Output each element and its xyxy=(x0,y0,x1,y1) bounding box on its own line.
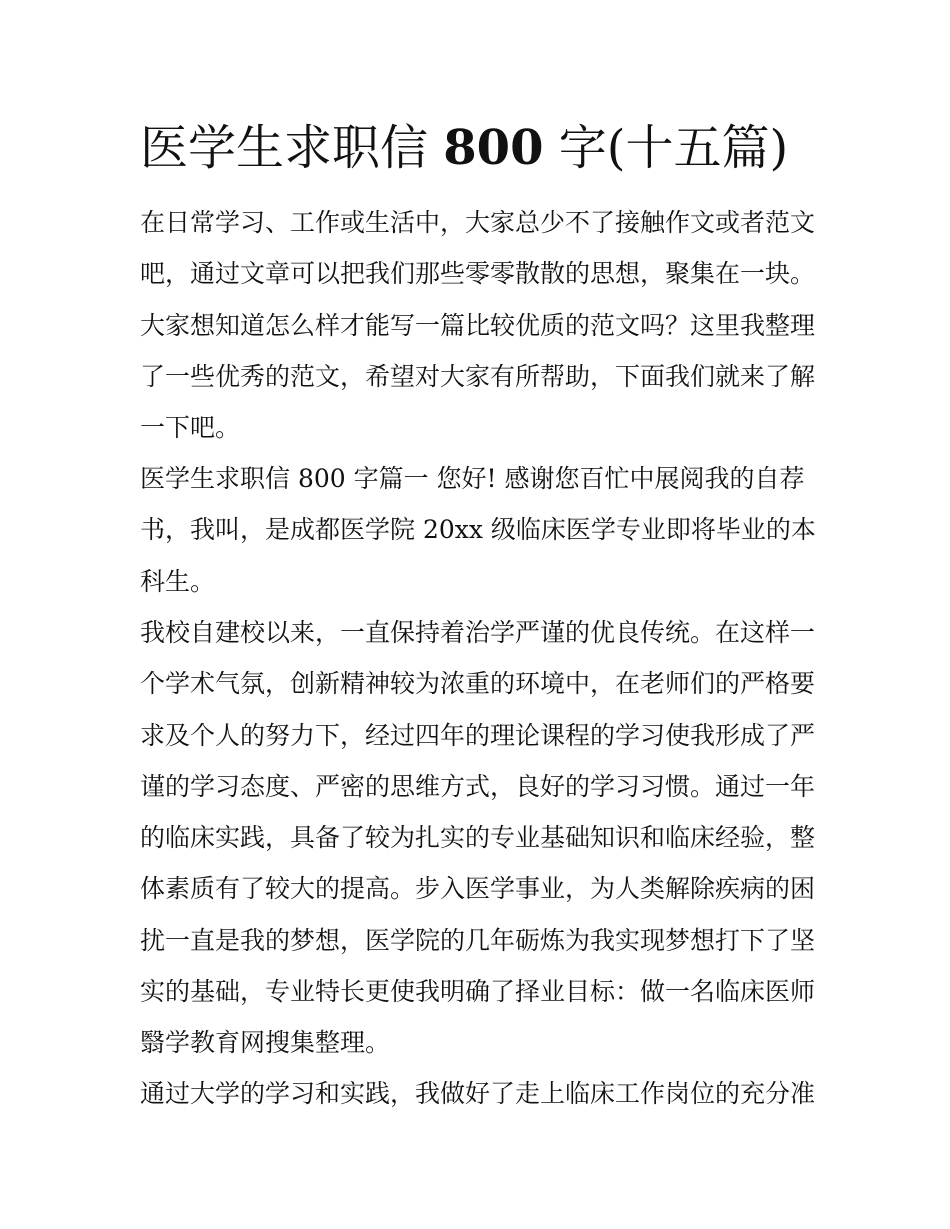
text-line: 医学生求职信 800 字篇一 您好! 感谢您百忙中展阅我的自荐 xyxy=(140,464,805,493)
text-line: 翳学教育网搜集整理。 xyxy=(140,1028,391,1058)
text-line: 了一些优秀的范文，希望对大家有所帮助，下面我们就来了解 xyxy=(140,361,816,391)
document-title xyxy=(140,118,840,178)
text-line: 个学术气氛，创新精神较为浓重的环境中，在老师们的严格要 xyxy=(140,669,816,699)
text-line: 我校自建校以来，一直保持着治学严谨的优良传统。在这样一 xyxy=(140,618,816,647)
text-line: 扰一直是我的梦想，医学院的几年砺炼为我实现梦想打下了坚 xyxy=(140,925,816,955)
text-line: 书，我叫，是成都医学院 20xx 级临床医学专业即将毕业的本 xyxy=(140,515,816,545)
text-line: 吧，通过文章可以把我们那些零零散散的思想，聚集在一块。 xyxy=(140,259,816,289)
text-line: 大家想知道怎么样才能写一篇比较优质的范文吗？这里我整理 xyxy=(140,310,816,340)
school-paragraph xyxy=(140,607,820,1069)
text-line: 一下吧。 xyxy=(140,413,241,443)
text-line: 体素质有了较大的提高。步入医学事业，为人类解除疾病的困 xyxy=(140,874,816,904)
text-line: 科生。 xyxy=(140,566,216,596)
text-line: 的临床实践，具备了较为扎实的专业基础知识和临床经验，整 xyxy=(140,823,816,853)
intro-paragraph xyxy=(140,197,820,453)
title-tail: 字(十五篇) xyxy=(543,120,789,176)
text-line: 求及个人的努力下，经过四年的理论课程的学习使我形成了严 xyxy=(140,720,816,750)
text-line: 通过大学的学习和实践，我做好了走上临床工作岗位的充分准 xyxy=(140,1079,816,1108)
practice-paragraph xyxy=(140,1068,820,1119)
letter-opening-paragraph xyxy=(140,453,820,607)
title-lead: 医学生求职信 xyxy=(140,120,444,176)
text-line: 实的基础，专业特长更使我明确了择业目标：做一名临床医师 xyxy=(140,977,816,1007)
title-number: 800 xyxy=(443,120,544,176)
text-line: 在日常学习、工作或生活中，大家总少不了接触作文或者范文 xyxy=(140,208,816,237)
text-line: 谨的学习态度、严密的思维方式，良好的学习习惯。通过一年 xyxy=(140,771,816,801)
